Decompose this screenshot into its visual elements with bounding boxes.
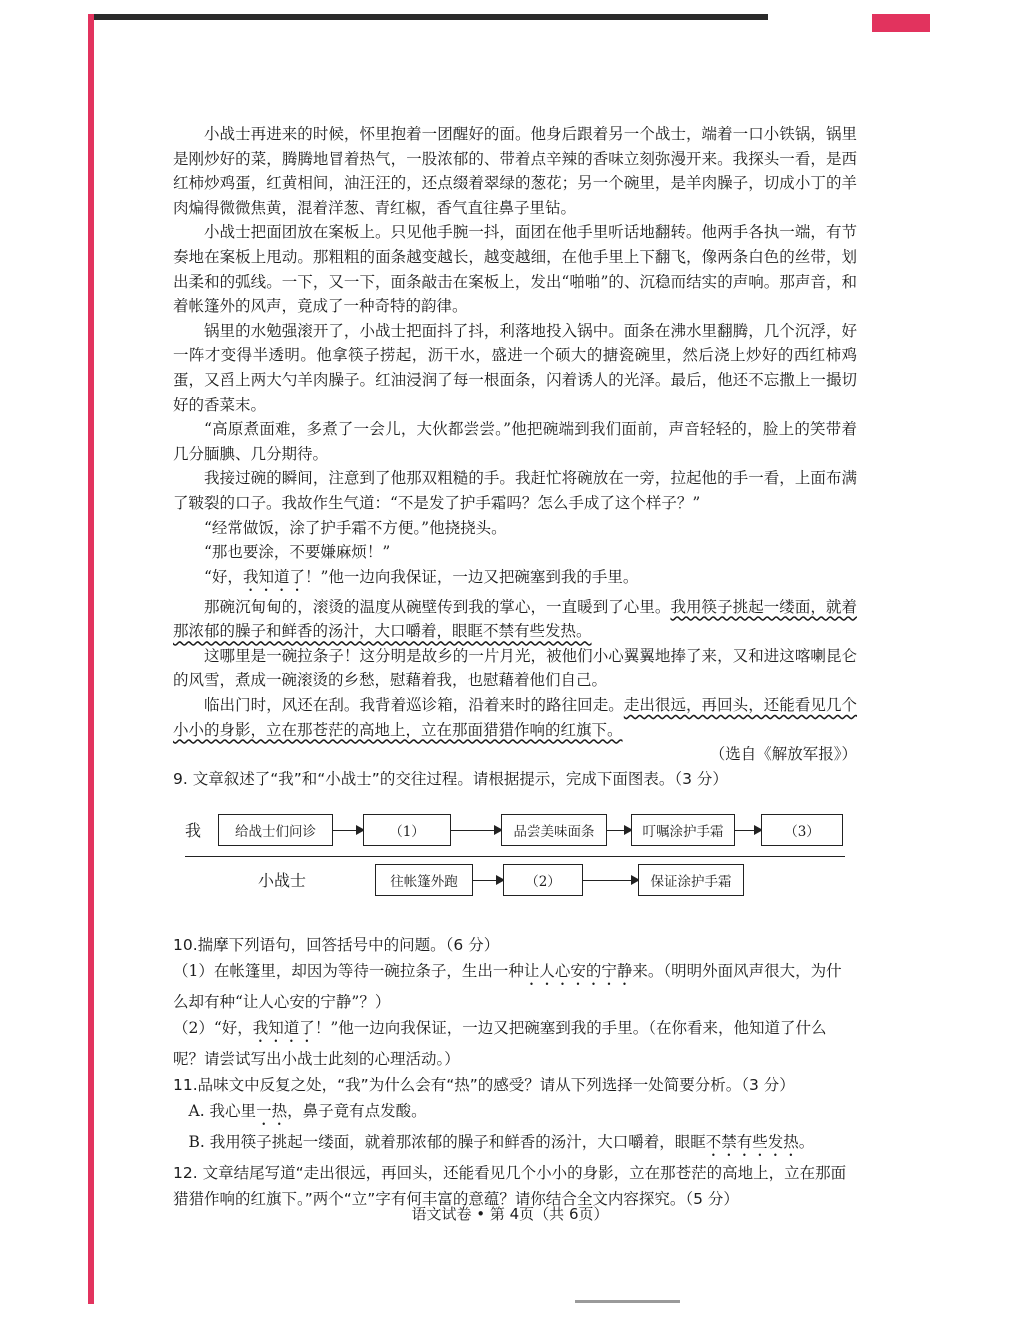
passage-paragraph-10: 这哪里是一碗拉条子！这分明是故乡的一片月光，被他们小心翼翼地捧了来，又和进这喀喇昆仑的风雪，煮成一碗滚烫的乡愁，慰藉着我，也慰藉着他们自己。 bbox=[173, 646, 857, 690]
q10-2-text-a: （2）“好， bbox=[173, 1019, 253, 1038]
role-me-label: 我 bbox=[185, 821, 202, 841]
q10-2-text-b: ！”他一边向我保证，一边又把碗塞到我的手里。（在你看来，他知道了什么呢？请尝试写出小战士此刻的心理活动。） bbox=[173, 1019, 827, 1069]
page-footer: 语文试卷 • 第 4页（共 6页） bbox=[411, 1205, 609, 1223]
q11-b-post: 。 bbox=[798, 1133, 815, 1152]
question-12: 12. 文章结尾写道“走出很远，再回头，还能看见几个小小的身影，立在那苍茫的高地上，立在那面猎猎作响的红旗下。”两个“立”字有何丰富的意蕴？请你结合全文内容探究。（5 分） bbox=[173, 1164, 847, 1209]
me-step-1: 给战士们问诊 bbox=[218, 814, 333, 846]
passage-paragraph-1: 小战士再进来的时候，怀里抱着一团醒好的面。他身后跟着另一个战士，端着一口小铁锅，锅里是刚炒好的菜，腾腾地冒着热气，一股浓郁的、带着点辛辣的香味立刻弥漫开来。我探头一看，是西红柿炒鸡蛋，红黄相间，油汪汪的，还点缀着翠绿的葱花；另一个碗里，是羊肉臊子，切成小丁的羊肉煸得微微焦黄，混着洋葱、青红椒，香气直往鼻子里钻。 bbox=[173, 125, 857, 217]
soldier-step-3: 保证涂护手霜 bbox=[638, 864, 744, 896]
question-11-option-b bbox=[173, 1129, 857, 1160]
question-10-item-1 bbox=[173, 958, 857, 1015]
arrow-icon bbox=[473, 880, 503, 881]
p8-pre: “好， bbox=[204, 567, 243, 586]
passage-paragraph-3: 锅里的水勉强滚开了，小战士把面抖了抖，利落地投入锅中。面条在沸水里翻腾，几个沉浮，好一阵才变得半透明。他拿筷子捞起，沥干水，盛进一个硕大的搪瓷碗里，然后浇上炒好的西红柿鸡蛋，又舀上两大勺羊肉臊子。红油浸润了每一根面条，闪着诱人的光泽。最后，他还不忘撒上一撮切好的香菜末。 bbox=[173, 321, 857, 414]
soldier-step-2-blank: （2） bbox=[503, 864, 583, 896]
interaction-flow-diagram bbox=[173, 800, 857, 918]
question-10-item-2 bbox=[173, 1015, 857, 1072]
q11-a-pre: A. 我心里 bbox=[188, 1102, 257, 1121]
passage-paragraph-8 bbox=[173, 565, 857, 595]
passage-paragraph-2: 小战士把面团放在案板上。只见他手腕一抖，面团在他手里听话地翻转。他两手各执一端，有节奏地在案板上甩动。那粗粗的面条越变越长，越变越细，在他手里上下翻飞，像两条白色的丝带，划出柔和的弧线。一下，又一下，面条敲击在案板上，发出“啪啪”的、沉稳而结实的声响。那声音，和着帐篷外的风声，竟成了一种奇特的韵律。 bbox=[173, 223, 857, 316]
arrow-icon bbox=[583, 880, 638, 881]
me-step-5-blank: （3） bbox=[761, 814, 843, 846]
passage-paragraph-11 bbox=[173, 693, 857, 742]
passage-paragraph-9 bbox=[173, 595, 857, 644]
q10-1-text-b: 来。（明明外面风声很大，为什么却有种“让人心安的宁静”？） bbox=[173, 962, 842, 1012]
me-step-2-blank: （1） bbox=[363, 814, 451, 846]
exam-page-content bbox=[173, 122, 857, 1212]
p11-pre: 临出门时，风还在刮。我背着巡诊箱，沿着来时的路往回走。 bbox=[204, 696, 624, 715]
p11-underlined: 走出很远，再回头，还能看见几个小小的身影，立在那苍茫的高地上，立在那面猎猎作响的红旗下。 bbox=[173, 696, 857, 739]
me-step-3: 品尝美味面条 bbox=[501, 814, 607, 846]
arrow-icon bbox=[333, 830, 363, 831]
passage-paragraph-5: 我接过碗的瞬间，注意到了他那双粗糙的手。我赶忙将碗放在一旁，拉起他的手一看，上面布满了皲裂的口子。我故作生气道：“不是发了护手霜吗？怎么手成了这个样子？” bbox=[173, 469, 857, 512]
arrow-icon bbox=[451, 830, 501, 831]
role-soldier-label: 小战士 bbox=[258, 871, 307, 891]
question-10-title: 10.揣摩下列语句，回答括号中的问题。（6 分） bbox=[173, 936, 500, 955]
q10-1-text-a: （1）在帐篷里，却因为等待一碗拉条子，生出一种 bbox=[173, 962, 524, 981]
scan-left-edge bbox=[88, 14, 94, 1304]
arrow-icon bbox=[735, 830, 761, 831]
p9-pre: 那碗沉甸甸的，滚烫的温度从碗壁传到我的掌心，一直暖到了心里。 bbox=[204, 597, 671, 616]
q11-a-post: ，鼻子竟有点发酸。 bbox=[287, 1102, 427, 1121]
soldier-step-1: 往帐篷外跑 bbox=[375, 864, 473, 896]
q10-2-dotted: 我知道了 bbox=[252, 1019, 315, 1038]
question-11-option-a bbox=[173, 1098, 857, 1129]
q11-b-dotted: 不禁有些发热 bbox=[705, 1133, 799, 1152]
question-9: 9. 文章叙述了“我”和“小战士”的交往过程。请根据提示，完成下面图表。（3 分） bbox=[173, 770, 728, 789]
p8-post: ！”他一边向我保证，一边又把碗塞到我的手里。 bbox=[304, 567, 639, 586]
scan-bottom-mark bbox=[575, 1300, 680, 1303]
scan-corner-mark bbox=[872, 14, 930, 32]
passage-paragraph-4: “高原煮面难，多煮了一会儿，大伙都尝尝。”他把碗端到我们面前，声音轻轻的，脸上的笑带着几分腼腆、几分期待。 bbox=[173, 420, 857, 463]
arrow-icon bbox=[607, 830, 631, 831]
me-step-4: 叮嘱涂护手霜 bbox=[631, 814, 735, 846]
question-11-title: 11.品味文中反复之处，“我”为什么会有“热”的感受？请从下列选择一处简要分析。（3 分） bbox=[173, 1076, 795, 1095]
passage-paragraph-7: “那也要涂，不要嫌麻烦！” bbox=[204, 543, 391, 562]
q11-a-dotted: 一热 bbox=[256, 1102, 288, 1121]
diagram-divider-line bbox=[185, 856, 845, 857]
p9-underlined: 我用筷子挑起一缕面，就着那浓郁的臊子和鲜香的汤汁，大口嚼着，眼眶不禁有些发热。 bbox=[173, 597, 857, 641]
scan-top-edge bbox=[88, 14, 768, 20]
passage-paragraph-6: “经常做饭，涂了护手霜不方便。”他挠挠头。 bbox=[204, 518, 507, 537]
q11-b-pre: B. 我用筷子挑起一缕面，就着那浓郁的臊子和鲜香的汤汁，大口嚼着，眼眶 bbox=[188, 1133, 706, 1152]
p8-dotted: 我知道了 bbox=[242, 567, 305, 586]
q10-1-dotted: 让人心安的宁静 bbox=[523, 962, 633, 981]
passage-source: （选自《解放军报》） bbox=[709, 745, 857, 764]
